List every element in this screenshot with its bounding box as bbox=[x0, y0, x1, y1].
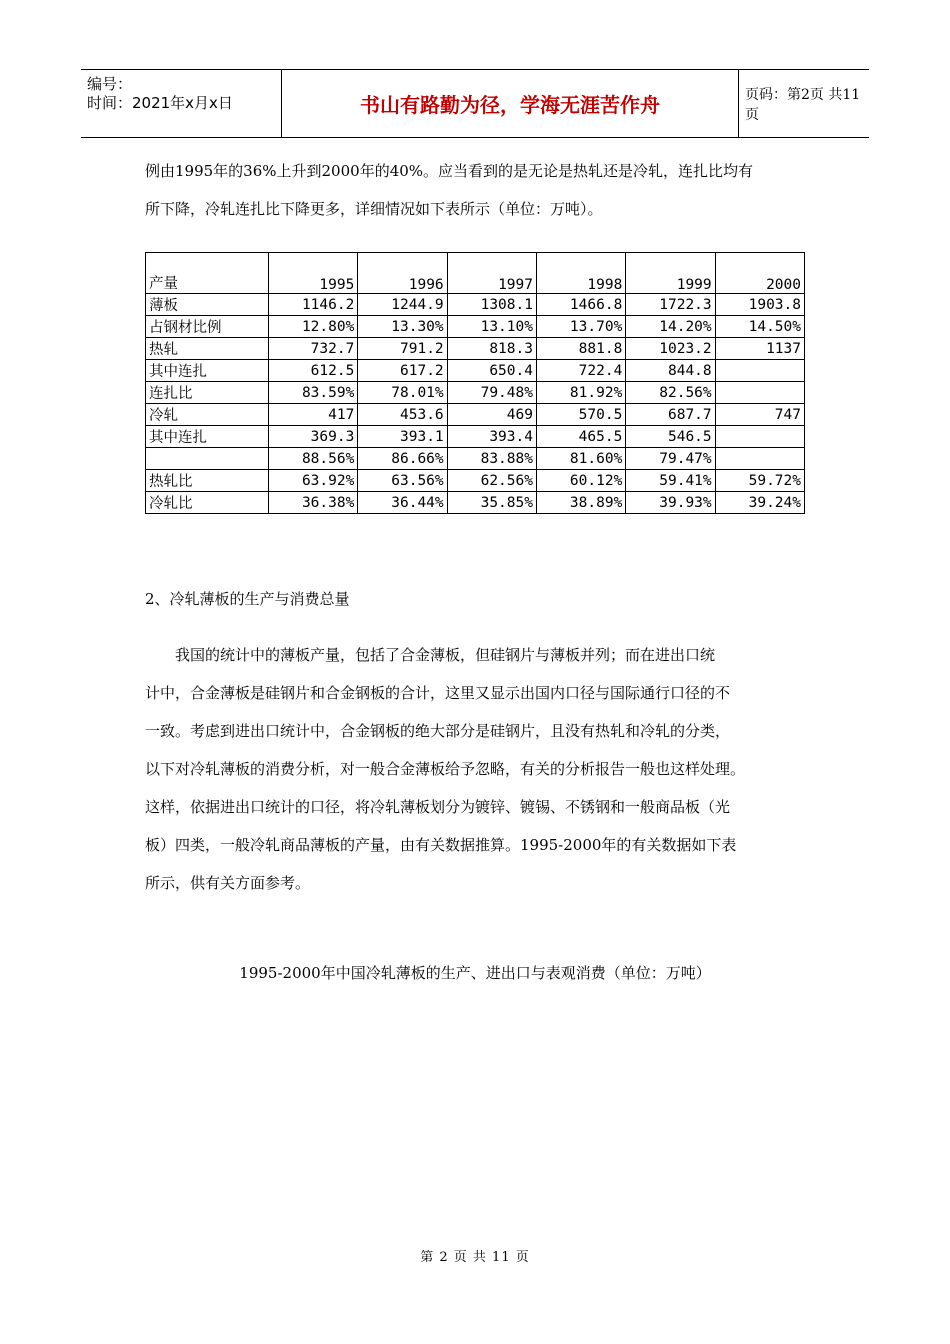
header-motto-cell bbox=[281, 70, 739, 137]
value-cell: 39.24% bbox=[715, 492, 804, 514]
year-header-cell: 1999 bbox=[626, 253, 715, 294]
value-cell: 1903.8 bbox=[715, 294, 804, 316]
value-cell: 81.92% bbox=[536, 382, 625, 404]
value-cell: 687.7 bbox=[626, 404, 715, 426]
value-cell: 14.50% bbox=[715, 316, 804, 338]
value-cell: 722.4 bbox=[536, 360, 625, 382]
value-cell: 60.12% bbox=[536, 470, 625, 492]
value-cell: 791.2 bbox=[358, 338, 447, 360]
value-cell: 79.48% bbox=[447, 382, 536, 404]
row-label-cell: 连扎比 bbox=[146, 382, 269, 404]
value-cell: 1146.2 bbox=[269, 294, 358, 316]
value-cell: 650.4 bbox=[447, 360, 536, 382]
row-label-cell: 热轧比 bbox=[146, 470, 269, 492]
year-header-cell: 1995 bbox=[269, 253, 358, 294]
value-cell: 1722.3 bbox=[626, 294, 715, 316]
value-cell: 881.8 bbox=[536, 338, 625, 360]
table-caption: 1995-2000年中国冷轧薄板的生产、进出口与表观消费（单位：万吨） bbox=[239, 964, 711, 982]
table-row bbox=[146, 448, 805, 470]
year-header-cell: 1998 bbox=[536, 253, 625, 294]
value-cell: 35.85% bbox=[447, 492, 536, 514]
value-cell bbox=[715, 360, 804, 382]
value-cell: 1308.1 bbox=[447, 294, 536, 316]
value-cell: 617.2 bbox=[358, 360, 447, 382]
row-label-cell: 薄板 bbox=[146, 294, 269, 316]
intro-line: 例由1995年的36%上升到2000年的40%。应当看到的是无论是热轧还是冷轧，连扎比均有 bbox=[145, 162, 754, 180]
row-label-cell: 热轧 bbox=[146, 338, 269, 360]
page-header bbox=[81, 69, 869, 138]
value-cell: 570.5 bbox=[536, 404, 625, 426]
row-label-cell: 冷轧 bbox=[146, 404, 269, 426]
row-label-cell: 其中连扎 bbox=[146, 426, 269, 448]
value-cell: 393.1 bbox=[358, 426, 447, 448]
value-cell: 36.44% bbox=[358, 492, 447, 514]
value-cell: 747 bbox=[715, 404, 804, 426]
value-cell: 1244.9 bbox=[358, 294, 447, 316]
value-cell: 13.70% bbox=[536, 316, 625, 338]
header-motto: 书山有路勤为径，学海无涯苦作舟 bbox=[360, 93, 660, 117]
value-cell: 82.56% bbox=[626, 382, 715, 404]
value-cell: 417 bbox=[269, 404, 358, 426]
value-cell: 818.3 bbox=[447, 338, 536, 360]
body-line: 板）四类，一般冷轧商品薄板的产量，由有关数据推算。1995-2000年的有关数据如下表 bbox=[145, 836, 737, 854]
value-cell: 62.56% bbox=[447, 470, 536, 492]
section-title: 2、冷轧薄板的生产与消费总量 bbox=[145, 590, 350, 608]
value-cell: 393.4 bbox=[447, 426, 536, 448]
body-line: 这样，依据进出口统计的口径，将冷轧薄板划分为镀锌、镀锡、不锈钢和一般商品板（光 bbox=[145, 798, 731, 816]
value-cell: 39.93% bbox=[626, 492, 715, 514]
value-cell: 83.59% bbox=[269, 382, 358, 404]
value-cell: 59.72% bbox=[715, 470, 804, 492]
value-cell: 844.8 bbox=[626, 360, 715, 382]
value-cell: 86.66% bbox=[358, 448, 447, 470]
value-cell: 732.7 bbox=[269, 338, 358, 360]
table-row bbox=[146, 404, 805, 426]
body-line: 以下对冷轧薄板的消费分析，对一般合金薄板给予忽略，有关的分析报告一般也这样处理。 bbox=[145, 760, 746, 778]
table-row bbox=[146, 426, 805, 448]
value-cell: 469 bbox=[447, 404, 536, 426]
header-meta bbox=[81, 70, 281, 137]
year-header-cell: 1997 bbox=[447, 253, 536, 294]
body-line: 所示，供有关方面参考。 bbox=[145, 874, 311, 892]
value-cell: 88.56% bbox=[269, 448, 358, 470]
value-cell bbox=[715, 426, 804, 448]
value-cell: 81.60% bbox=[536, 448, 625, 470]
value-cell: 13.30% bbox=[358, 316, 447, 338]
intro-paragraph bbox=[145, 152, 815, 228]
production-table bbox=[145, 252, 805, 514]
table-corner-cell: 产量 bbox=[146, 253, 269, 294]
value-cell: 38.89% bbox=[536, 492, 625, 514]
row-label-cell: 冷轧比 bbox=[146, 492, 269, 514]
value-cell: 1466.8 bbox=[536, 294, 625, 316]
value-cell: 369.3 bbox=[269, 426, 358, 448]
year-header-cell: 2000 bbox=[715, 253, 804, 294]
page-label: 页码：第2页 共11页 bbox=[745, 86, 861, 123]
table-row bbox=[146, 338, 805, 360]
row-label-cell: 占钢材比例 bbox=[146, 316, 269, 338]
code-label: 编号： bbox=[87, 75, 133, 93]
table-row bbox=[146, 382, 805, 404]
value-cell: 1137 bbox=[715, 338, 804, 360]
value-cell: 79.47% bbox=[626, 448, 715, 470]
table-row bbox=[146, 492, 805, 514]
page-footer: 第 2 页 共 11 页 bbox=[420, 1250, 530, 1265]
body-line: 我国的统计中的薄板产量，包括了合金薄板，但硅钢片与薄板并列；而在进出口统 bbox=[145, 646, 716, 664]
value-cell: 453.6 bbox=[358, 404, 447, 426]
value-cell: 36.38% bbox=[269, 492, 358, 514]
table-row bbox=[146, 294, 805, 316]
value-cell: 612.5 bbox=[269, 360, 358, 382]
year-header-cell: 1996 bbox=[358, 253, 447, 294]
table-header-row bbox=[146, 253, 805, 294]
header-page-cell bbox=[737, 70, 869, 137]
body-line: 计中，合金薄板是硅钢片和合金钢板的合计，这里又显示出国内口径与国际通行口径的不 bbox=[145, 684, 731, 702]
value-cell: 83.88% bbox=[447, 448, 536, 470]
value-cell: 63.92% bbox=[269, 470, 358, 492]
value-cell: 465.5 bbox=[536, 426, 625, 448]
row-label-cell bbox=[146, 448, 269, 470]
value-cell: 12.80% bbox=[269, 316, 358, 338]
value-cell bbox=[715, 448, 804, 470]
table-row bbox=[146, 470, 805, 492]
value-cell: 59.41% bbox=[626, 470, 715, 492]
table-row bbox=[146, 316, 805, 338]
value-cell: 546.5 bbox=[626, 426, 715, 448]
intro-line: 所下降，冷轧连扎比下降更多，详细情况如下表所示（单位：万吨）。 bbox=[145, 200, 603, 218]
body-line: 一致。考虑到进出口统计中，合金钢板的绝大部分是硅钢片，且没有热轧和冷轧的分类， bbox=[145, 722, 731, 740]
date-label: 时间：2021年x月x日 bbox=[87, 94, 233, 112]
value-cell: 1023.2 bbox=[626, 338, 715, 360]
value-cell: 63.56% bbox=[358, 470, 447, 492]
row-label-cell: 其中连扎 bbox=[146, 360, 269, 382]
value-cell: 78.01% bbox=[358, 382, 447, 404]
value-cell: 14.20% bbox=[626, 316, 715, 338]
table-row bbox=[146, 360, 805, 382]
value-cell bbox=[715, 382, 804, 404]
value-cell: 13.10% bbox=[447, 316, 536, 338]
body-paragraph bbox=[145, 636, 815, 902]
